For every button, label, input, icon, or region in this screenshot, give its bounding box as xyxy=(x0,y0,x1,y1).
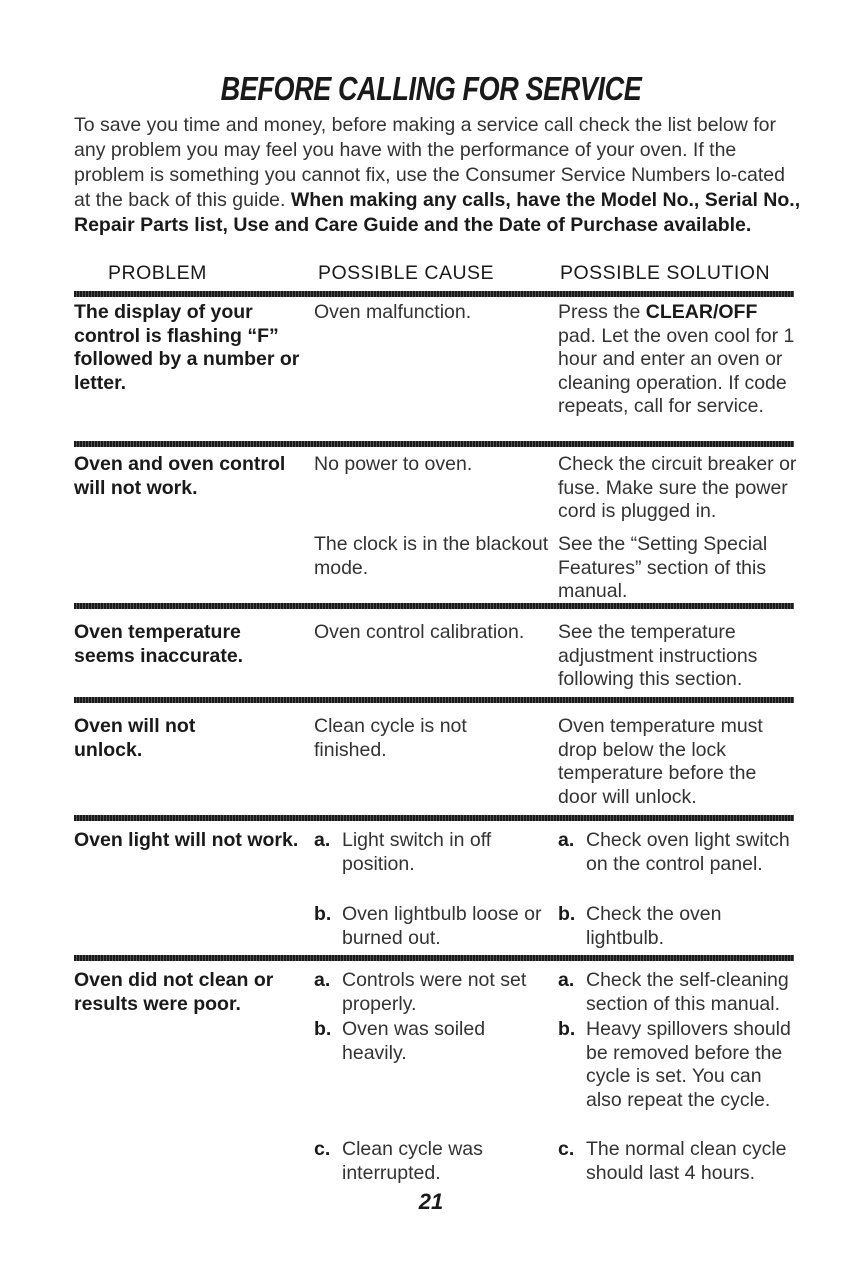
item-letter: c. xyxy=(558,1138,575,1160)
table-divider xyxy=(74,815,794,821)
solution-text: See the “Setting Special Features” section of this manual. xyxy=(558,533,768,602)
cause-text: The clock is in the blackout mode. xyxy=(314,533,549,579)
item-letter: b. xyxy=(558,903,576,925)
solution-text xyxy=(558,301,798,419)
cause-text: Clean cycle was interrupted. xyxy=(342,1138,483,1184)
cause-text: No power to oven. xyxy=(314,453,473,475)
item-letter: b. xyxy=(314,903,332,925)
table-divider xyxy=(74,291,794,297)
page-title: BEFORE CALLING FOR SERVICE xyxy=(220,70,642,107)
problem-text: Oven will not unlock. xyxy=(74,715,196,761)
solution-text: Check the circuit breaker or fuse. Make sure the power cord is plugged in. xyxy=(558,453,797,522)
item-letter: a. xyxy=(558,969,575,991)
table-divider xyxy=(74,603,794,609)
solution-text: Heavy spillovers should be removed before the cycle is set. You can also repeat the cycle. xyxy=(586,1018,791,1111)
cause-text: Controls were not set properly. xyxy=(342,969,527,1015)
problem-text: Oven temperature seems inaccurate. xyxy=(74,621,244,667)
header-cause: POSSIBLE CAUSE xyxy=(318,262,495,284)
problem-text: Oven light will not work. xyxy=(74,829,299,851)
item-letter: a. xyxy=(558,829,575,851)
problem-text: The display of your control is flashing “F” followed by a number or letter. xyxy=(74,301,300,394)
solution-text: Check the oven lightbulb. xyxy=(586,903,722,949)
problem-text: Oven and oven control will not work. xyxy=(74,453,286,499)
solution-text: See the temperature adjustment instructions following this section. xyxy=(558,621,758,690)
solution-item xyxy=(558,1018,798,1112)
cause-text: Clean cycle is not finished. xyxy=(314,715,467,761)
item-letter: b. xyxy=(558,1018,576,1040)
solution-text: Check the self-cleaning section of this manual. xyxy=(586,969,789,1015)
solution-item xyxy=(558,903,794,950)
solution-text: Check oven light switch on the control panel. xyxy=(586,829,790,875)
item-letter: a. xyxy=(314,969,331,991)
intro-bold-text: When making any calls, have the Model No., Serial No., Repair Parts list, Use and Care Guide and the Date of Purchase available. xyxy=(74,189,801,236)
problem-text: Oven did not clean or results were poor. xyxy=(74,969,274,1015)
table-divider xyxy=(74,955,794,961)
header-solution: POSSIBLE SOLUTION xyxy=(560,262,771,284)
item-letter: b. xyxy=(314,1018,332,1040)
table-divider xyxy=(74,441,794,447)
intro-text: To save you time and money, before making a service call check the list below for any problem you may feel you have with the performance of your oven. If the problem is something you cannot fix, use the Consumer Service Numbers lo-cated at the back of this guide. xyxy=(74,114,785,211)
cause-text: Oven malfunction. xyxy=(314,301,472,323)
page-number: 21 xyxy=(418,1189,444,1214)
cause-item xyxy=(314,829,550,876)
solution-text-part: Press the xyxy=(558,301,646,323)
cause-text: Oven control calibration. xyxy=(314,621,525,643)
clear-off-pad-label: CLEAR/OFF xyxy=(645,301,758,323)
header-problem: PROBLEM xyxy=(108,262,207,284)
table-divider xyxy=(74,697,794,703)
cause-item xyxy=(314,1138,550,1185)
solution-item xyxy=(558,969,798,1016)
item-letter: c. xyxy=(314,1138,331,1160)
solution-text: The normal clean cycle should last 4 hours. xyxy=(586,1138,787,1184)
solution-text: Oven temperature must drop below the lock temperature before the door will unlock. xyxy=(558,715,763,808)
solution-item xyxy=(558,829,794,876)
solution-item xyxy=(558,1138,798,1185)
cause-text: Oven was soiled heavily. xyxy=(342,1018,486,1064)
cause-text: Oven lightbulb loose or burned out. xyxy=(342,903,542,949)
cause-item xyxy=(314,969,550,1016)
item-letter: a. xyxy=(314,829,331,851)
cause-text: Light switch in off position. xyxy=(342,829,492,875)
cause-item xyxy=(314,1018,550,1065)
cause-item xyxy=(314,903,550,950)
intro-paragraph xyxy=(74,113,804,238)
solution-text-part: pad. Let the oven cool for 1 hour and enter an oven or cleaning operation. If code repeats, call for service. xyxy=(558,324,795,417)
